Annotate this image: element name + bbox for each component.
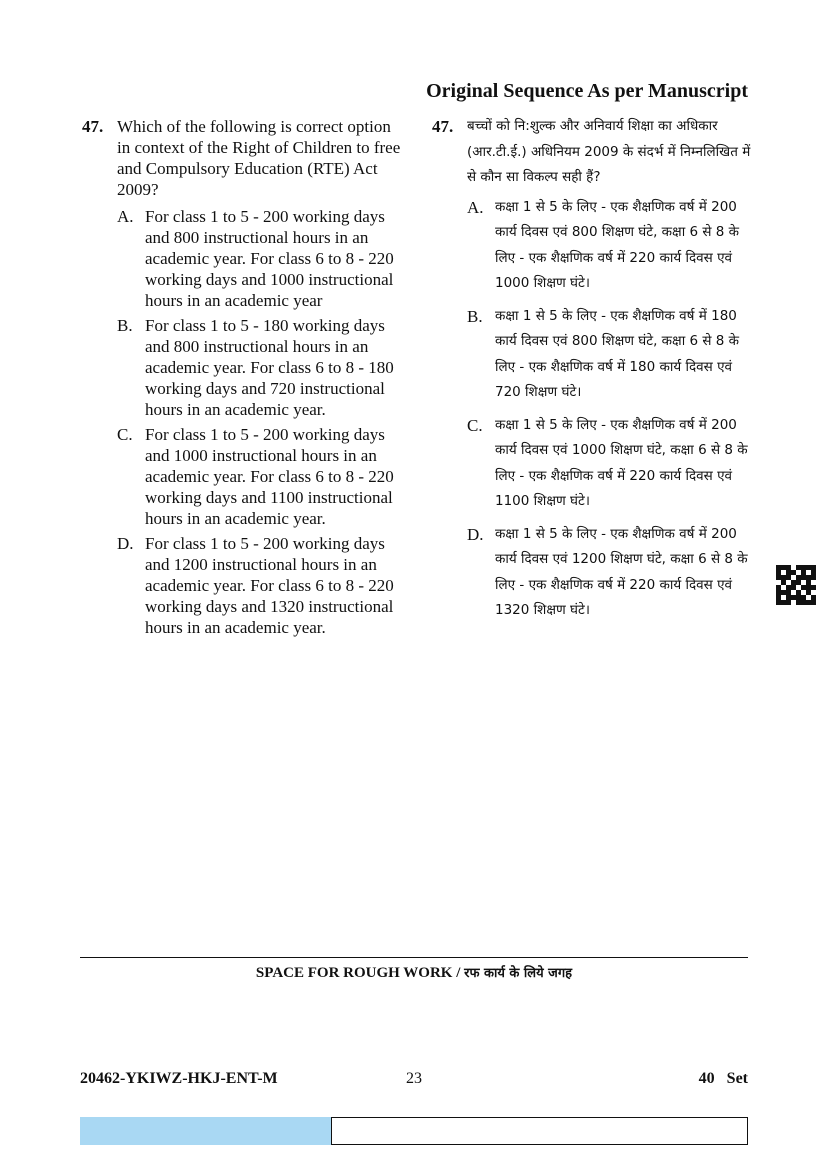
options-list	[82, 206, 402, 638]
option-text: For class 1 to 5 - 200 working days and 800 instructional hours in an academic year. For class 6 to 8 - 220 working days and 1000 instructional hours in an academic year	[145, 207, 394, 310]
paper-code: 20462-YKIWZ-HKJ-ENT-M	[80, 1070, 278, 1087]
option-label: C.	[467, 415, 483, 435]
option-c	[432, 413, 752, 515]
option-label: A.	[467, 197, 484, 217]
option-label: B.	[467, 306, 483, 326]
qr-code-icon	[776, 565, 816, 605]
option-b	[432, 304, 752, 406]
footer-color-bar	[80, 1117, 331, 1145]
option-text: कक्षा 1 से 5 के लिए - एक शैक्षणिक वर्ष में 200 कार्य दिवस एवं 800 शिक्षण घंटे, कक्षा 6 से 8 के लिए - एक शैक्षणिक वर्ष में 220 कार्य दिवस एवं 1000 शिक्षण घंटे।	[495, 198, 740, 291]
option-text: For class 1 to 5 - 180 working days and 800 instructional hours in an academic year. For class 6 to 8 - 180 working days and 720 instructional hours in an academic year.	[145, 316, 394, 419]
question-number: 47.	[432, 117, 454, 136]
option-text: कक्षा 1 से 5 के लिए - एक शैक्षणिक वर्ष में 200 कार्य दिवस एवं 1000 शिक्षण घंटे, कक्षा 6 से 8 के लिए - एक शैक्षणिक वर्ष में 220 कार्य दिवस एवं 1100 शिक्षण घंटे।	[495, 416, 748, 509]
rough-work-label	[80, 963, 748, 982]
option-label: A.	[117, 207, 134, 226]
option-c	[82, 424, 402, 529]
rough-work-english: SPACE FOR ROUGH WORK /	[255, 965, 461, 981]
option-text: For class 1 to 5 - 200 working days and 1200 instructional hours in an academic year. For class 6 to 8 - 220 working days and 1320 instructional hours in an academic year.	[145, 534, 394, 637]
footer-empty-box	[331, 1117, 748, 1145]
set-number: 40	[698, 1070, 715, 1087]
option-text: कक्षा 1 से 5 के लिए - एक शैक्षणिक वर्ष में 180 कार्य दिवस एवं 800 शिक्षण घंटे, कक्षा 6 से 8 के लिए - एक शैक्षणिक वर्ष में 180 कार्य दिवस एवं 720 शिक्षण घंटे।	[495, 307, 740, 400]
page-number: 23	[406, 1070, 422, 1087]
option-label: B.	[117, 316, 133, 335]
set-info	[699, 1070, 748, 1088]
option-label: C.	[117, 425, 133, 444]
page-heading: Original Sequence As per Manuscript	[426, 80, 748, 102]
option-text: For class 1 to 5 - 200 working days and 1000 instructional hours in an academic year. For class 6 to 8 - 220 working days and 1100 instructional hours in an academic year.	[145, 425, 394, 528]
option-label: D.	[117, 534, 134, 553]
set-label: Set	[726, 1070, 748, 1087]
option-label: D.	[467, 524, 484, 544]
question-text: Which of the following is correct option in context of the Right of Children to free and Compulsory Education (RTE) Act 2009?	[117, 117, 401, 199]
question-english	[82, 116, 402, 642]
option-a	[432, 195, 752, 297]
option-d	[432, 522, 752, 624]
option-a	[82, 206, 402, 311]
option-b	[82, 315, 402, 420]
page-footer	[80, 1070, 748, 1092]
option-d	[82, 533, 402, 638]
options-list	[432, 195, 752, 624]
question-text: बच्चों को नि:शुल्क और अनिवार्य शिक्षा का अधिकार (आर.टी.ई.) अधिनियम 2009 के संदर्भ में निम्नलिखित में से कौन सा विकल्प सही हैं?	[467, 118, 751, 185]
option-text: कक्षा 1 से 5 के लिए - एक शैक्षणिक वर्ष में 200 कार्य दिवस एवं 1200 शिक्षण घंटे, कक्षा 6 से 8 के लिए - एक शैक्षणिक वर्ष में 220 कार्य दिवस एवं 1320 शिक्षण घंटे।	[495, 525, 748, 618]
question-number: 47.	[82, 117, 104, 136]
question-hindi	[432, 116, 752, 631]
rough-work-hindi: रफ कार्य के लिये जगह	[464, 966, 573, 981]
divider	[80, 957, 748, 958]
